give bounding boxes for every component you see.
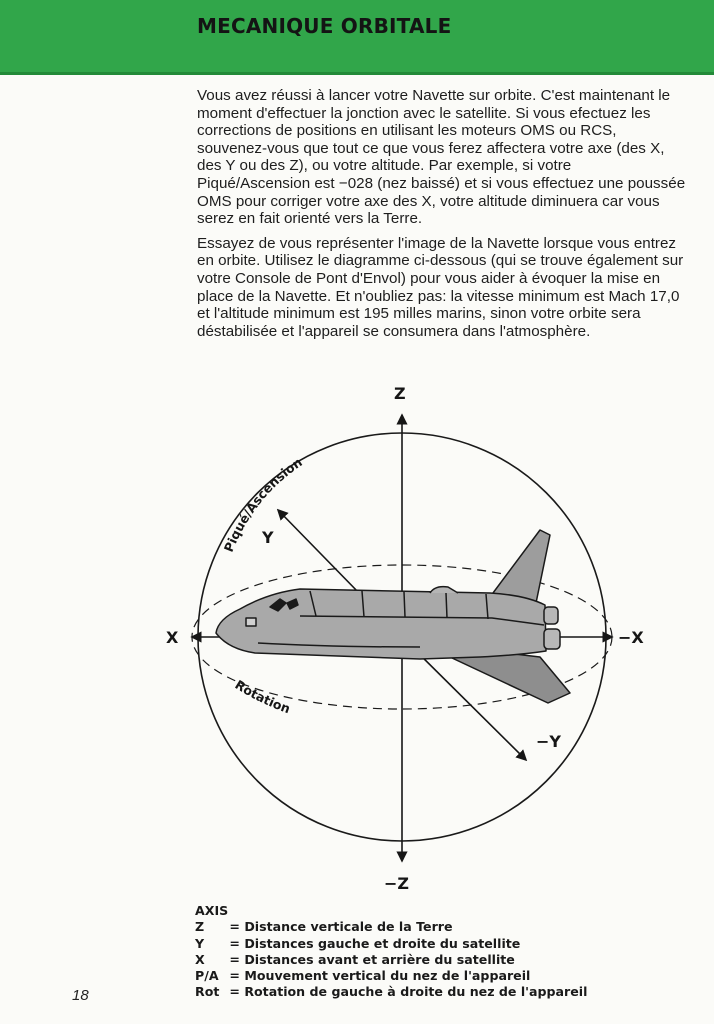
- legend-key: Rot: [195, 984, 220, 1000]
- axis-y-label: Y: [262, 528, 274, 547]
- paragraph-1: Vous avez réussi à lancer votre Navette sur orbite. C'est maintenant le moment d'effectuer la jonction avec le satellite. Si vous efectuez les corrections de positions en utilisant les moteurs OMS ou RCS, souvenez-vous que tout ce que vous ferez affectera votre axe (des X, des Y ou des Z), ou votre altitude. Par exemple, si votre Piqué/Ascension est −028 (nez baissé) et si vous effectuez une poussée OMS pour corriger votre axe des X, votre altitude diminuera car vous serez en fait orienté vers la Terre.: [197, 87, 686, 228]
- legend-key: Y: [195, 935, 205, 951]
- rotation-label: Rotation: [232, 676, 293, 717]
- legend-key: Z: [195, 919, 205, 935]
- legend-text: = Mouvement vertical du nez de l'appareil: [229, 968, 531, 984]
- axis-z-label: Z: [394, 384, 406, 403]
- axis-neg-y-label: −Y: [536, 732, 561, 751]
- orbital-axes-diagram: [150, 375, 650, 895]
- legend-text: = Distances avant et arrière du satellite: [229, 951, 515, 967]
- legend-row-x: [195, 952, 587, 968]
- legend-key: P/A: [195, 968, 219, 984]
- legend-row-rot: [195, 984, 587, 1000]
- legend-row-z: [195, 919, 587, 935]
- rotation-arc-label: [232, 677, 292, 716]
- legend-key: X: [195, 951, 205, 967]
- page-title: MECANIQUE ORBITALE: [197, 14, 452, 38]
- body-text: [197, 87, 687, 347]
- axis-neg-z-label: −Z: [384, 874, 410, 893]
- legend-text: = Rotation de gauche à droite du nez de l'appareil: [229, 984, 588, 1000]
- legend-row-y: [195, 936, 587, 952]
- legend-text: = Distance verticale de la Terre: [229, 919, 453, 935]
- paragraph-2: Essayez de vous représenter l'image de la Navette lorsque vous entrez en orbite. Utilisez le diagramme ci-dessous (qui se trouve également sur votre Console de Pont d'Envol) pour vous aider à évoquer la mise en place de la Navette. Et n'oubliez pas: la vitesse minimum est Mach 17,0 et l'altitude minimum est 195 milles marins, sinon votre orbite sera déstabilisée et l'appareil se consumera dans l'atmosphère.: [197, 234, 684, 340]
- axis-neg-x-label: −X: [618, 628, 644, 647]
- legend-text: = Distances gauche et droite du satellite: [229, 935, 521, 951]
- axis-x-label: X: [166, 628, 179, 647]
- pitch-ascension-label: Piqué/Ascension: [220, 454, 305, 555]
- legend-title: AXIS: [195, 903, 229, 918]
- axis-legend: [195, 903, 587, 1001]
- page-number: 18: [72, 987, 89, 1004]
- legend-row-pa: [195, 968, 587, 984]
- space-shuttle-icon: [216, 530, 570, 703]
